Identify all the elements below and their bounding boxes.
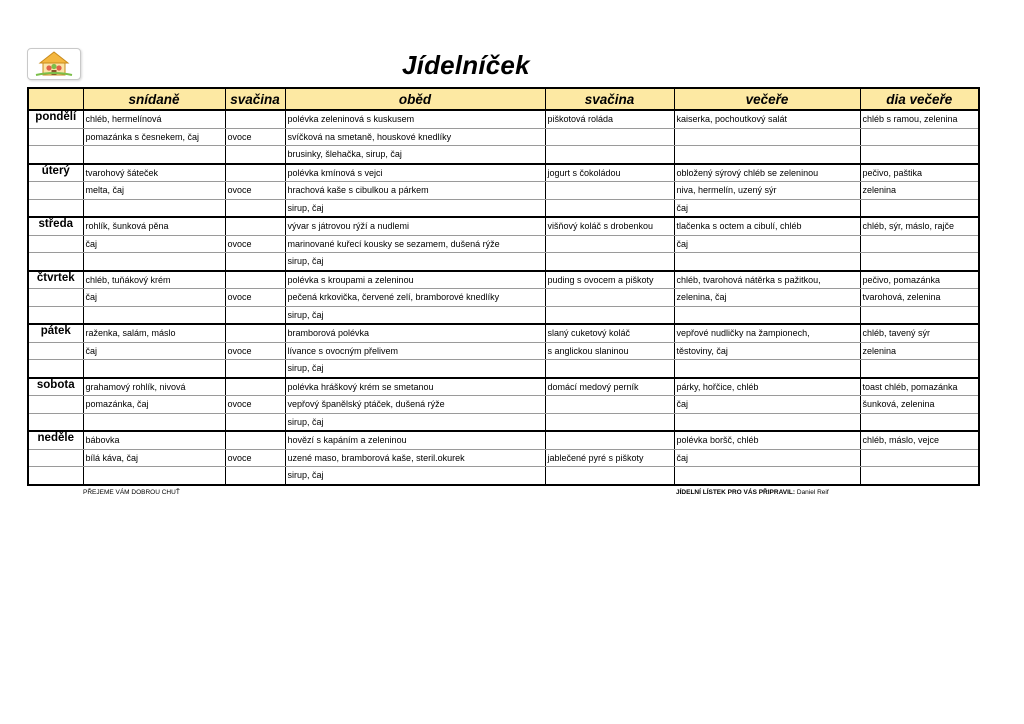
page-title: Jídelníček (402, 50, 530, 80)
breakfast-cell (83, 146, 225, 164)
breakfast-cell: bílá káva, čaj (83, 449, 225, 467)
snack-afternoon-cell: puding s ovocem a piškoty (545, 271, 674, 289)
breakfast-cell: čaj (83, 342, 225, 360)
snack-morning-cell (225, 199, 285, 217)
snack-morning-cell (225, 306, 285, 324)
lunch-cell: hovězí s kapáním a zeleninou (285, 431, 545, 449)
snack-afternoon-cell (545, 413, 674, 431)
breakfast-cell (83, 199, 225, 217)
table-row (28, 146, 979, 164)
snack-morning-cell: ovoce (225, 235, 285, 253)
table-row (28, 396, 979, 414)
lunch-cell: sirup, čaj (285, 306, 545, 324)
day-cell-empty (28, 235, 83, 253)
lunch-cell: marinované kuřecí kousky se sezamem, dušená rýže (285, 235, 545, 253)
table-row (28, 182, 979, 200)
diet-dinner-cell: pečivo, paštika (860, 164, 979, 182)
header-lunch: oběd (285, 88, 545, 110)
dinner-cell: čaj (674, 199, 860, 217)
breakfast-cell: pomazánka, čaj (83, 396, 225, 414)
snack-afternoon-cell (545, 146, 674, 164)
diet-dinner-cell (860, 449, 979, 467)
breakfast-cell: čaj (83, 235, 225, 253)
snack-morning-cell (225, 271, 285, 289)
breakfast-cell (83, 253, 225, 271)
snack-afternoon-cell (545, 467, 674, 485)
dinner-cell: niva, hermelín, uzený sýr (674, 182, 860, 200)
diet-dinner-cell (860, 199, 979, 217)
dinner-cell: zelenina, čaj (674, 289, 860, 307)
footer-author-label: JÍDELNÍ LÍSTEK PRO VÁS PŘIPRAVIL: (676, 489, 796, 496)
dinner-cell (674, 467, 860, 485)
snack-afternoon-cell (545, 289, 674, 307)
table-row (28, 110, 979, 128)
table-row (28, 360, 979, 378)
menu-table (27, 87, 980, 486)
dinner-cell: čaj (674, 235, 860, 253)
logo (27, 48, 81, 80)
table-row (28, 128, 979, 146)
lunch-cell: sirup, čaj (285, 413, 545, 431)
snack-afternoon-cell (545, 235, 674, 253)
lunch-cell: svíčková na smetaně, houskové knedlíky (285, 128, 545, 146)
lunch-cell: vývar s játrovou rýží a nudlemi (285, 217, 545, 235)
breakfast-cell: chléb, hermelínová (83, 110, 225, 128)
dinner-cell (674, 128, 860, 146)
day-name: pondělí (28, 110, 83, 128)
day-name: středa (28, 217, 83, 235)
lunch-cell: sirup, čaj (285, 467, 545, 485)
table-row (28, 271, 979, 289)
snack-morning-cell (225, 110, 285, 128)
snack-afternoon-cell (545, 199, 674, 217)
day-cell-empty (28, 342, 83, 360)
breakfast-cell: bábovka (83, 431, 225, 449)
dinner-cell: tlačenka s octem a cibulí, chléb (674, 217, 860, 235)
diet-dinner-cell: chléb s ramou, zelenina (860, 110, 979, 128)
house-logo-icon (28, 49, 80, 79)
snack-morning-cell: ovoce (225, 289, 285, 307)
day-cell-empty (28, 306, 83, 324)
breakfast-cell: raženka, salám, máslo (83, 324, 225, 342)
lunch-cell: sirup, čaj (285, 253, 545, 271)
day-name: úterý (28, 164, 83, 182)
diet-dinner-cell: toast chléb, pomazánka (860, 378, 979, 396)
diet-dinner-cell: pečivo, pomazánka (860, 271, 979, 289)
table-row (28, 253, 979, 271)
day-cell-empty (28, 128, 83, 146)
dinner-cell: vepřové nudličky na žampionech, (674, 324, 860, 342)
menu-body (28, 110, 979, 485)
diet-dinner-cell (860, 146, 979, 164)
table-row (28, 324, 979, 342)
snack-afternoon-cell: višňový koláč s drobenkou (545, 217, 674, 235)
diet-dinner-cell: šunková, zelenina (860, 396, 979, 414)
header-breakfast: snídaně (83, 88, 225, 110)
breakfast-cell: chléb, tuňákový krém (83, 271, 225, 289)
lunch-cell: polévka zeleninová s kuskusem (285, 110, 545, 128)
lunch-cell: polévka s kroupami a zeleninou (285, 271, 545, 289)
dinner-cell: kaiserka, pochoutkový salát (674, 110, 860, 128)
breakfast-cell (83, 306, 225, 324)
table-row (28, 235, 979, 253)
breakfast-cell (83, 360, 225, 378)
day-cell-empty (28, 360, 83, 378)
dinner-cell (674, 413, 860, 431)
lunch-cell: bramborová polévka (285, 324, 545, 342)
snack-afternoon-cell: slaný cuketový koláč (545, 324, 674, 342)
lunch-cell: uzené maso, bramborová kaše, steril.okurek (285, 449, 545, 467)
snack-morning-cell (225, 378, 285, 396)
table-row (28, 413, 979, 431)
header-day (28, 88, 83, 110)
snack-afternoon-cell: jablečené pyré s piškoty (545, 449, 674, 467)
snack-afternoon-cell: jogurt s čokoládou (545, 164, 674, 182)
diet-dinner-cell (860, 413, 979, 431)
dinner-cell: čaj (674, 396, 860, 414)
dinner-cell: párky, hořčice, chléb (674, 378, 860, 396)
snack-morning-cell: ovoce (225, 182, 285, 200)
diet-dinner-cell: chléb, tavený sýr (860, 324, 979, 342)
snack-afternoon-cell (545, 253, 674, 271)
dinner-cell: obložený sýrový chléb se zeleninou (674, 164, 860, 182)
header-diet-dinner: dia večeře (860, 88, 979, 110)
footer-author-name: Daniel Reif (796, 489, 829, 496)
table-row (28, 467, 979, 485)
snack-afternoon-cell (545, 306, 674, 324)
snack-morning-cell (225, 467, 285, 485)
breakfast-cell: čaj (83, 289, 225, 307)
lunch-cell: polévka hráškový krém se smetanou (285, 378, 545, 396)
breakfast-cell: pomazánka s česnekem, čaj (83, 128, 225, 146)
dinner-cell (674, 360, 860, 378)
breakfast-cell (83, 467, 225, 485)
snack-afternoon-cell: s anglickou slaninou (545, 342, 674, 360)
diet-dinner-cell (860, 467, 979, 485)
lunch-cell: lívance s ovocným přelivem (285, 342, 545, 360)
snack-morning-cell: ovoce (225, 449, 285, 467)
day-cell-empty (28, 413, 83, 431)
table-row (28, 289, 979, 307)
breakfast-cell: rohlík, šunková pěna (83, 217, 225, 235)
snack-afternoon-cell (545, 396, 674, 414)
diet-dinner-cell: zelenina (860, 342, 979, 360)
day-name: čtvrtek (28, 271, 83, 289)
day-cell-empty (28, 253, 83, 271)
snack-morning-cell: ovoce (225, 128, 285, 146)
snack-afternoon-cell (545, 431, 674, 449)
breakfast-cell: melta, čaj (83, 182, 225, 200)
snack-afternoon-cell (545, 182, 674, 200)
snack-morning-cell: ovoce (225, 396, 285, 414)
table-row (28, 449, 979, 467)
snack-morning-cell (225, 431, 285, 449)
lunch-cell: sirup, čaj (285, 360, 545, 378)
footer-author (676, 489, 829, 496)
table-row (28, 164, 979, 182)
snack-afternoon-cell: piškotová roláda (545, 110, 674, 128)
dinner-cell: čaj (674, 449, 860, 467)
table-row (28, 217, 979, 235)
snack-afternoon-cell: domácí medový perník (545, 378, 674, 396)
breakfast-cell: tvarohový šáteček (83, 164, 225, 182)
day-name: sobota (28, 378, 83, 396)
snack-afternoon-cell (545, 360, 674, 378)
table-row (28, 431, 979, 449)
lunch-cell: pečená krkovička, červené zelí, bramborové knedlíky (285, 289, 545, 307)
day-cell-empty (28, 396, 83, 414)
snack-morning-cell (225, 146, 285, 164)
diet-dinner-cell (860, 235, 979, 253)
day-cell-empty (28, 182, 83, 200)
lunch-cell: hrachová kaše s cibulkou a párkem (285, 182, 545, 200)
table-row (28, 342, 979, 360)
dinner-cell: těstoviny, čaj (674, 342, 860, 360)
diet-dinner-cell: tvarohová, zelenina (860, 289, 979, 307)
diet-dinner-cell: zelenina (860, 182, 979, 200)
day-name: neděle (28, 431, 83, 449)
table-row (28, 306, 979, 324)
day-cell-empty (28, 146, 83, 164)
breakfast-cell: grahamový rohlík, nivová (83, 378, 225, 396)
diet-dinner-cell (860, 128, 979, 146)
diet-dinner-cell: chléb, sýr, máslo, rajče (860, 217, 979, 235)
header-snack-afternoon: svačina (545, 88, 674, 110)
header-dinner: večeře (674, 88, 860, 110)
snack-morning-cell (225, 253, 285, 271)
footer-greeting: PŘEJEME VÁM DOBROU CHUŤ (83, 489, 180, 496)
snack-morning-cell (225, 360, 285, 378)
snack-morning-cell (225, 324, 285, 342)
day-name: pátek (28, 324, 83, 342)
lunch-cell: polévka kmínová s vejci (285, 164, 545, 182)
dinner-cell (674, 146, 860, 164)
diet-dinner-cell (860, 306, 979, 324)
dinner-cell: polévka boršč, chléb (674, 431, 860, 449)
diet-dinner-cell (860, 360, 979, 378)
day-cell-empty (28, 449, 83, 467)
lunch-cell: brusinky, šlehačka, sirup, čaj (285, 146, 545, 164)
table-row (28, 199, 979, 217)
snack-morning-cell (225, 217, 285, 235)
diet-dinner-cell: chléb, máslo, vejce (860, 431, 979, 449)
snack-morning-cell (225, 164, 285, 182)
day-cell-empty (28, 289, 83, 307)
lunch-cell: sirup, čaj (285, 199, 545, 217)
snack-morning-cell: ovoce (225, 342, 285, 360)
diet-dinner-cell (860, 253, 979, 271)
lunch-cell: vepřový španělský ptáček, dušená rýže (285, 396, 545, 414)
dinner-cell: chléb, tvarohová nátěrka s pažitkou, (674, 271, 860, 289)
dinner-cell (674, 306, 860, 324)
header-snack-morning: svačina (225, 88, 285, 110)
snack-morning-cell (225, 413, 285, 431)
day-cell-empty (28, 199, 83, 217)
dinner-cell (674, 253, 860, 271)
snack-afternoon-cell (545, 128, 674, 146)
breakfast-cell (83, 413, 225, 431)
day-cell-empty (28, 467, 83, 485)
table-row (28, 378, 979, 396)
header-row (28, 88, 979, 110)
